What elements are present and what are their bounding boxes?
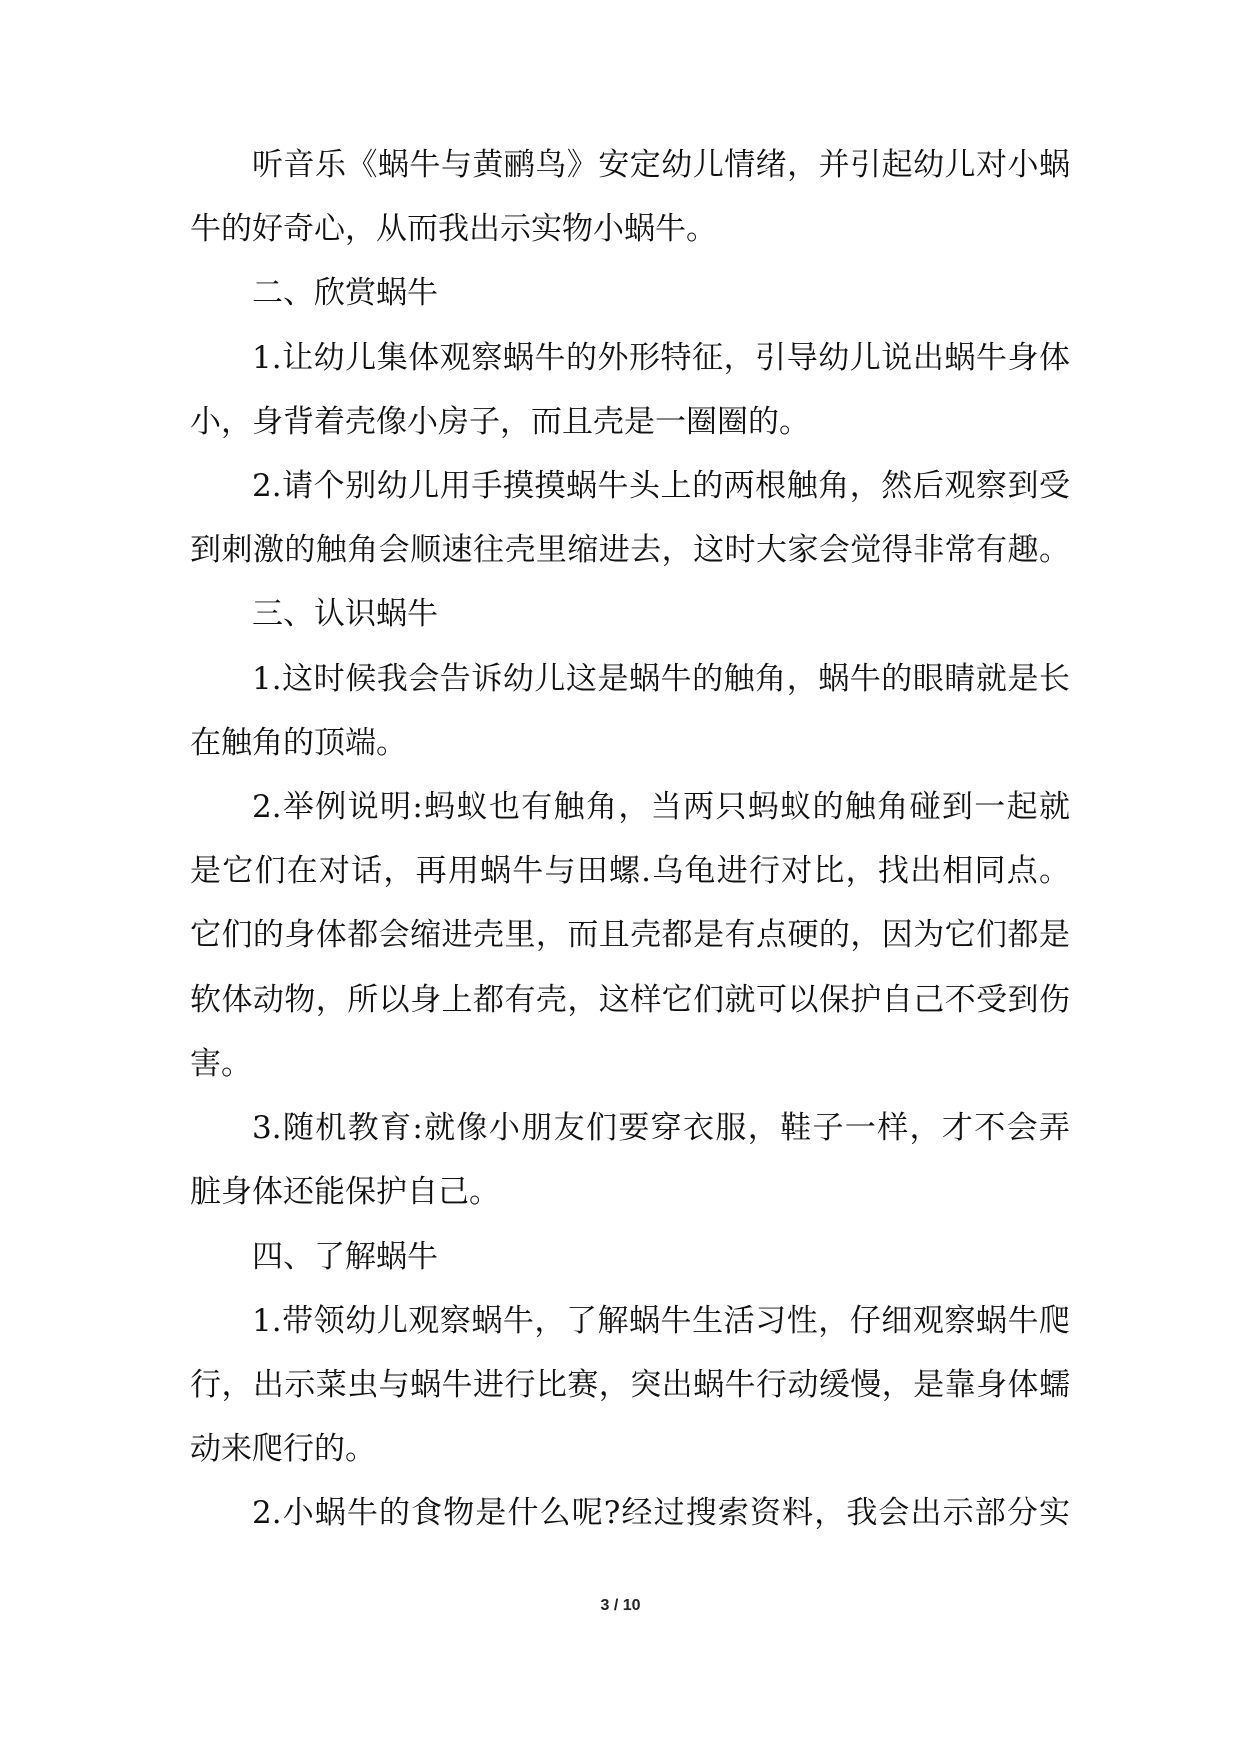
text-line: 2.举例说明:蚂蚁也有触角，当两只蚂蚁的触角碰到一起就 [252,789,1070,825]
text-line: 1.带领幼儿观察蜗牛，了解蜗牛生活习性，仔细观察蜗牛爬 [252,1303,1070,1339]
text-line: 牛的好奇心，从而我出示实物小蜗牛。 [190,211,717,247]
text-line: 小，身背着壳像小房子，而且壳是一圈圈的。 [190,404,810,440]
section-heading: 四、了解蜗牛 [252,1239,438,1275]
text-line: 2.小蜗牛的食物是什么呢?经过搜索资料，我会出示部分实 [252,1495,1070,1531]
text-line: 1.这时候我会告诉幼儿这是蜗牛的触角，蜗牛的眼睛就是长 [252,661,1070,697]
text-line: 软体动物，所以身上都有壳，这样它们就可以保护自己不受到伤 [190,982,1070,1018]
text-line: 到刺激的触角会顺速往壳里缩进去，这时大家会觉得非常有趣。 [190,532,1070,568]
text-line: 在触角的顶端。 [190,725,407,761]
text-line: 2.请个别幼儿用手摸摸蜗牛头上的两根触角，然后观察到受 [252,468,1070,504]
text-line: 听音乐《蜗牛与黄鹂鸟》安定幼儿情绪，并引起幼儿对小蜗 [252,147,1070,183]
text-line: 3.随机教育:就像小朋友们要穿衣服，鞋子一样，才不会弄 [252,1110,1070,1146]
page-number: 3 / 10 [600,1597,641,1614]
text-line: 它们的身体都会缩进壳里，而且壳都是有点硬的，因为它们都是 [190,917,1070,953]
text-line: 脏身体还能保护自己。 [190,1174,500,1210]
text-line: 害。 [190,1046,252,1082]
text-line: 动来爬行的。 [190,1431,376,1467]
text-line: 是它们在对话，再用蜗牛与田螺.乌龟进行对比，找出相同点。 [190,853,1070,889]
text-line: 行，出示菜虫与蜗牛进行比赛，突出蜗牛行动缓慢，是靠身体蠕 [190,1367,1070,1403]
section-heading: 二、欣赏蜗牛 [252,275,438,311]
section-heading: 三、认识蜗牛 [252,596,438,632]
text-line: 1.让幼儿集体观察蜗牛的外形特征，引导幼儿说出蜗牛身体 [252,340,1070,376]
